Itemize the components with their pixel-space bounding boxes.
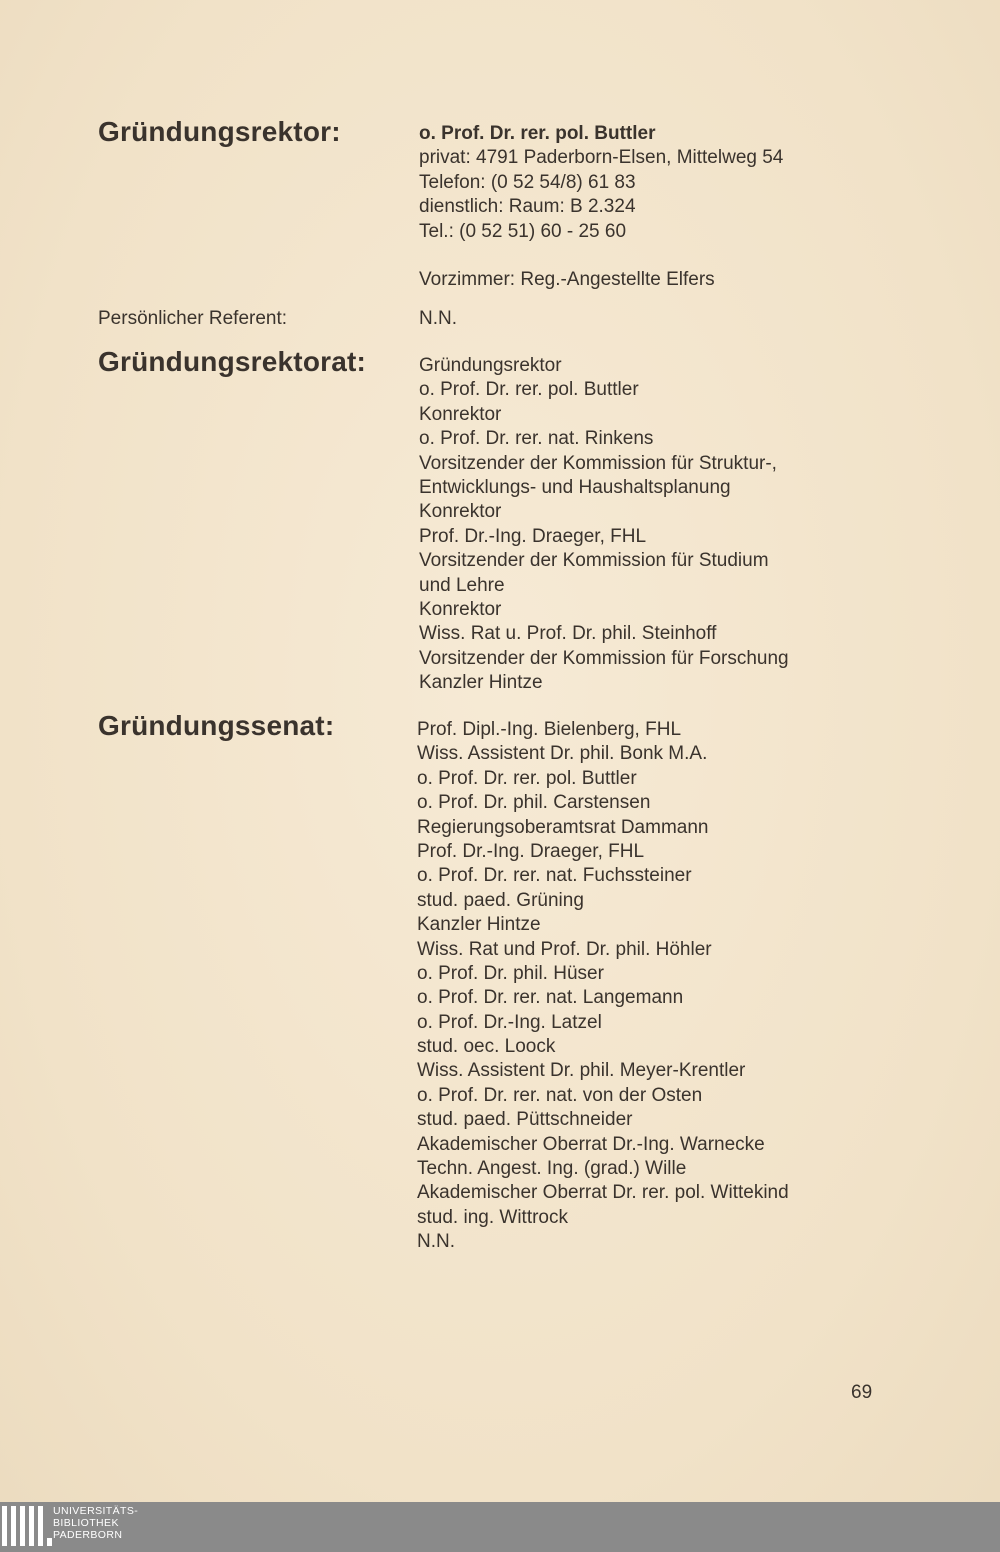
rektor-office-room: dienstlich: Raum: B 2.324: [419, 196, 636, 218]
list-item: Techn. Angest. Ing. (grad.) Wille: [417, 1158, 687, 1180]
list-item: stud. oec. Loock: [417, 1036, 556, 1058]
referent-value-block: [419, 307, 457, 331]
list-item: stud. paed. Püttschneider: [417, 1109, 633, 1131]
list-item: N.N.: [417, 1231, 455, 1253]
list-item: Akademischer Oberrat Dr. rer. pol. Wittekind: [417, 1182, 789, 1204]
list-item: o. Prof. Dr. rer. nat. Fuchssteiner: [417, 865, 692, 887]
rektorat-list: [419, 354, 789, 695]
list-item: Kanzler Hintze: [417, 914, 541, 936]
list-item: Prof. Dipl.-Ing. Bielenberg, FHL: [417, 719, 682, 740]
list-item: Prof. Dr.-Ing. Draeger, FHL: [419, 525, 647, 547]
rektor-name: o. Prof. Dr. rer. pol. Buttler: [419, 123, 656, 144]
list-item: Wiss. Rat u. Prof. Dr. phil. Steinhoff: [419, 623, 717, 645]
list-item: stud. ing. Wittrock: [417, 1206, 568, 1228]
rektor-details: [419, 122, 783, 293]
list-item: und Lehre: [419, 574, 505, 596]
heading-gruendungssenat: Gründungssenat:: [98, 710, 335, 741]
page-number: 69: [851, 1382, 873, 1403]
list-item: Wiss. Rat und Prof. Dr. phil. Höhler: [417, 938, 712, 960]
list-item: Gründungsrektor: [419, 355, 562, 376]
rektor-office-phone: Tel.: (0 52 51) 60 - 25 60: [419, 220, 627, 242]
list-item: Regierungsoberamtsrat Dammann: [417, 816, 709, 838]
library-name-line: BIBLIOTHEK: [53, 1517, 119, 1529]
list-item: o. Prof. Dr. phil. Hüser: [417, 962, 604, 984]
list-item: o. Prof. Dr. phil. Carstensen: [417, 792, 651, 814]
list-item: Wiss. Assistent Dr. phil. Bonk M.A.: [417, 743, 708, 765]
rektor-private-phone: Telefon: (0 52 54/8) 61 83: [419, 171, 636, 193]
list-item: Vorsitzender der Kommission für Forschung: [419, 647, 789, 669]
list-item: Akademischer Oberrat Dr.-Ing. Warnecke: [417, 1133, 765, 1155]
list-item: Vorsitzender der Kommission für Studium: [419, 550, 769, 572]
list-item: Konrektor: [419, 598, 502, 620]
rektor-anteroom: Vorzimmer: Reg.-Angestellte Elfers: [419, 269, 715, 291]
senat-list: [417, 718, 789, 1255]
list-item: o. Prof. Dr. rer. nat. von der Osten: [417, 1084, 703, 1106]
library-name-line: PADERBORN: [53, 1529, 123, 1541]
library-name-line: UNIVERSITÄTS-: [53, 1505, 139, 1517]
referent-value: N.N.: [419, 308, 457, 329]
list-item: Entwicklungs- und Haushaltsplanung: [419, 476, 731, 498]
list-item: Wiss. Assistent Dr. phil. Meyer-Krentler: [417, 1060, 746, 1082]
list-item: Vorsitzender der Kommission für Struktur-,: [419, 452, 777, 474]
list-item: Konrektor: [419, 403, 502, 425]
library-name: [53, 1505, 138, 1541]
heading-gruendungsrektor: Gründungsrektor:: [98, 116, 341, 147]
list-item: o. Prof. Dr. rer. pol. Buttler: [417, 767, 637, 789]
list-item: o. Prof. Dr. rer. nat. Langemann: [417, 987, 684, 1009]
list-item: o. Prof. Dr.-Ing. Latzel: [417, 1011, 602, 1033]
list-item: o. Prof. Dr. rer. nat. Rinkens: [419, 428, 654, 450]
list-item: Kanzler Hintze: [419, 672, 543, 694]
list-item: o. Prof. Dr. rer. pol. Buttler: [419, 379, 639, 401]
list-item: Konrektor: [419, 501, 502, 523]
library-logo-icon: [2, 1506, 52, 1546]
rektor-private-address: privat: 4791 Paderborn-Elsen, Mittelweg 54: [419, 147, 784, 169]
referent-label: Persönlicher Referent:: [98, 308, 288, 329]
list-item: stud. paed. Grüning: [417, 889, 584, 911]
heading-gruendungsrektorat: Gründungsrektorat:: [98, 346, 367, 377]
library-footer-bar: [0, 1502, 1000, 1552]
list-item: Prof. Dr.-Ing. Draeger, FHL: [417, 840, 645, 862]
